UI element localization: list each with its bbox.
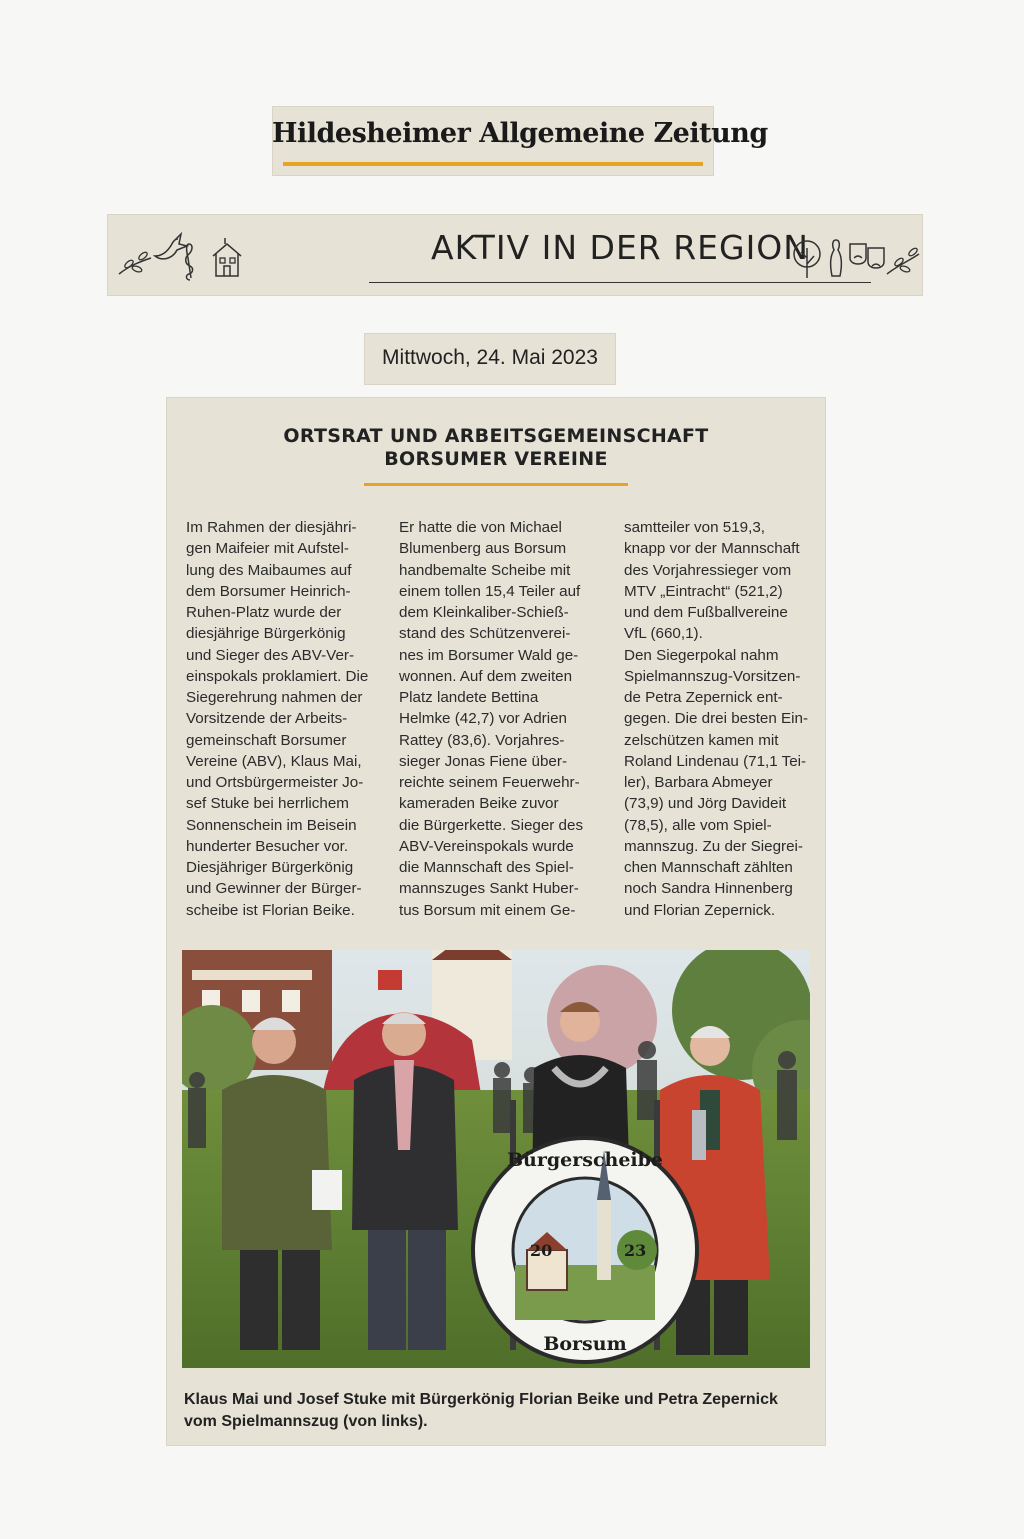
text-line: gegen. Die drei besten Ein-: [624, 710, 809, 728]
headline-line: ORTSRAT UND ARBEITSGEMEINSCHAFT: [283, 425, 709, 447]
target-year-right: 23: [624, 1241, 647, 1260]
date-clipping: [364, 333, 616, 385]
caption-line: vom Spielmannszug (von links).: [184, 1413, 428, 1430]
branch-icon: [115, 236, 155, 280]
text-line: Platz landete Bettina: [399, 689, 539, 706]
masthead-clipping: [272, 106, 768, 176]
headline-line: BORSUMER VEREINE: [384, 448, 608, 470]
branch-icon: [883, 236, 923, 280]
headline-underline: [364, 483, 628, 486]
house-icon: [207, 236, 247, 280]
text-line: Ruhen-Platz wurde der: [186, 604, 342, 621]
text-line: Diesjähriger Bürgerkönig: [186, 859, 354, 876]
text-line: Helmke (42,7) vor Adrien: [399, 710, 567, 728]
text-line: Sonnenschein im Beisein: [186, 816, 357, 834]
text-line: dem Kleinkaliber-Schieß-: [399, 604, 569, 621]
text-line: und Sieger des ABV-Ver-: [186, 646, 355, 664]
text-line: Den Siegerpokal nahm: [624, 646, 779, 664]
trophy: [692, 1110, 706, 1160]
article-clipping: [166, 397, 826, 1446]
section-rule: [369, 282, 871, 283]
text-line: sef Stuke bei herrlichem: [186, 795, 349, 813]
text-line: die Mannschaft des Spiel-: [399, 859, 574, 876]
target-title: Bürgerscheibe: [506, 1149, 664, 1171]
text-line: gen Maifeier mit Aufstel-: [186, 540, 349, 558]
text-line: Im Rahmen der diesjähri-: [186, 519, 357, 536]
text-line: diesjährige Bürgerkönig: [186, 625, 346, 643]
target-place: Borsum: [543, 1333, 627, 1355]
text-line: und Gewinner der Bürger-: [186, 880, 362, 898]
text-line: Siegerehrung nahmen der: [186, 689, 363, 706]
article-column-1: [186, 517, 386, 921]
article-headline: [166, 425, 826, 471]
text-line: hunderter Besucher vor.: [186, 837, 349, 855]
text-line: und Florian Zepernick.: [624, 901, 776, 919]
text-line: einem tollen 15,4 Teiler auf: [399, 582, 581, 600]
caption-line: Klaus Mai und Josef Stuke mit Bürgerkönig Florian Beike und Petra Zepernick: [184, 1391, 778, 1408]
text-line: MTV „Eintracht“ (521,2): [624, 582, 783, 600]
section-title: AKTIV IN DER REGION: [431, 228, 809, 267]
text-line: de Petra Zepernick ent-: [624, 689, 783, 706]
text-line: dem Borsumer Heinrich-: [186, 582, 351, 600]
text-line: Er hatte die von Michael: [399, 519, 562, 536]
text-line: (73,9) und Jörg Davideit: [624, 795, 787, 813]
text-line: sieger Jonas Fiene über-: [399, 752, 567, 770]
text-line: Blumenberg aus Borsum: [399, 540, 567, 558]
text-line: und Ortsbürgermeister Jo-: [186, 774, 364, 791]
text-line: Roland Lindenau (71,1 Tei-: [624, 752, 807, 770]
article-photo: [182, 950, 810, 1368]
target-year-left: 20: [530, 1241, 553, 1260]
text-line: gemeinschaft Borsumer: [186, 731, 347, 749]
text-line: wonnen. Auf dem zweiten: [399, 667, 573, 685]
text-line: Vereine (ABV), Klaus Mai,: [186, 752, 362, 770]
text-line: samtteiler von 519,3,: [624, 519, 765, 536]
text-line: einspokals proklamiert. Die: [186, 667, 369, 685]
text-line: und dem Fußballvereine: [624, 604, 788, 621]
text-line: des Vorjahressieger vom: [624, 561, 792, 579]
text-line: stand des Schützenverei-: [399, 625, 571, 643]
text-line: die Bürgerkette. Sieger des: [399, 816, 584, 834]
text-line: zelschützen kamen mit: [624, 731, 779, 749]
text-line: (78,5), alle vom Spiel-: [624, 816, 772, 834]
photo-caption: [184, 1389, 814, 1433]
text-line: kameraden Beike zuvor: [399, 795, 559, 813]
newspaper-name: Hildesheimer Allgemeine Zeitung: [272, 118, 768, 149]
bowling-icon: [823, 236, 849, 280]
text-line: tus Borsum mit einem Ge-: [399, 901, 576, 919]
text-line: noch Sandra Hinnenberg: [624, 880, 793, 898]
publication-date: Mittwoch, 24. Mai 2023: [382, 346, 598, 369]
text-line: ABV-Vereinspokals wurde: [399, 837, 574, 855]
text-line: knapp vor der Mannschaft: [624, 540, 800, 558]
text-line: nes im Borsumer Wald ge-: [399, 646, 579, 664]
text-line: chen Mannschaft zählten: [624, 859, 793, 876]
text-line: Rattey (83,6). Vorjahres-: [399, 731, 565, 749]
tree-icon: [787, 236, 827, 280]
masthead-underline: [283, 162, 703, 166]
treble-clef-icon: [179, 240, 199, 284]
text-line: handbemalte Scheibe mit: [399, 561, 571, 579]
text-line: scheibe ist Florian Beike.: [186, 901, 355, 919]
article-column-3: [624, 517, 824, 921]
section-banner: [107, 214, 923, 296]
text-line: VfL (660,1).: [624, 625, 703, 643]
text-line: Spielmannszug-Vorsitzen-: [624, 667, 801, 685]
text-line: Vorsitzende der Arbeits-: [186, 710, 348, 728]
text-line: lung des Maibaumes auf: [186, 561, 352, 579]
text-line: ler), Barbara Abmeyer: [624, 774, 773, 791]
text-line: reichte seinem Feuerwehr-: [399, 774, 580, 791]
text-line: mannszug. Zu der Siegrei-: [624, 837, 803, 855]
theater-masks-icon: [847, 236, 887, 280]
text-line: mannszuges Sankt Huber-: [399, 880, 579, 898]
article-column-2: [399, 517, 599, 921]
